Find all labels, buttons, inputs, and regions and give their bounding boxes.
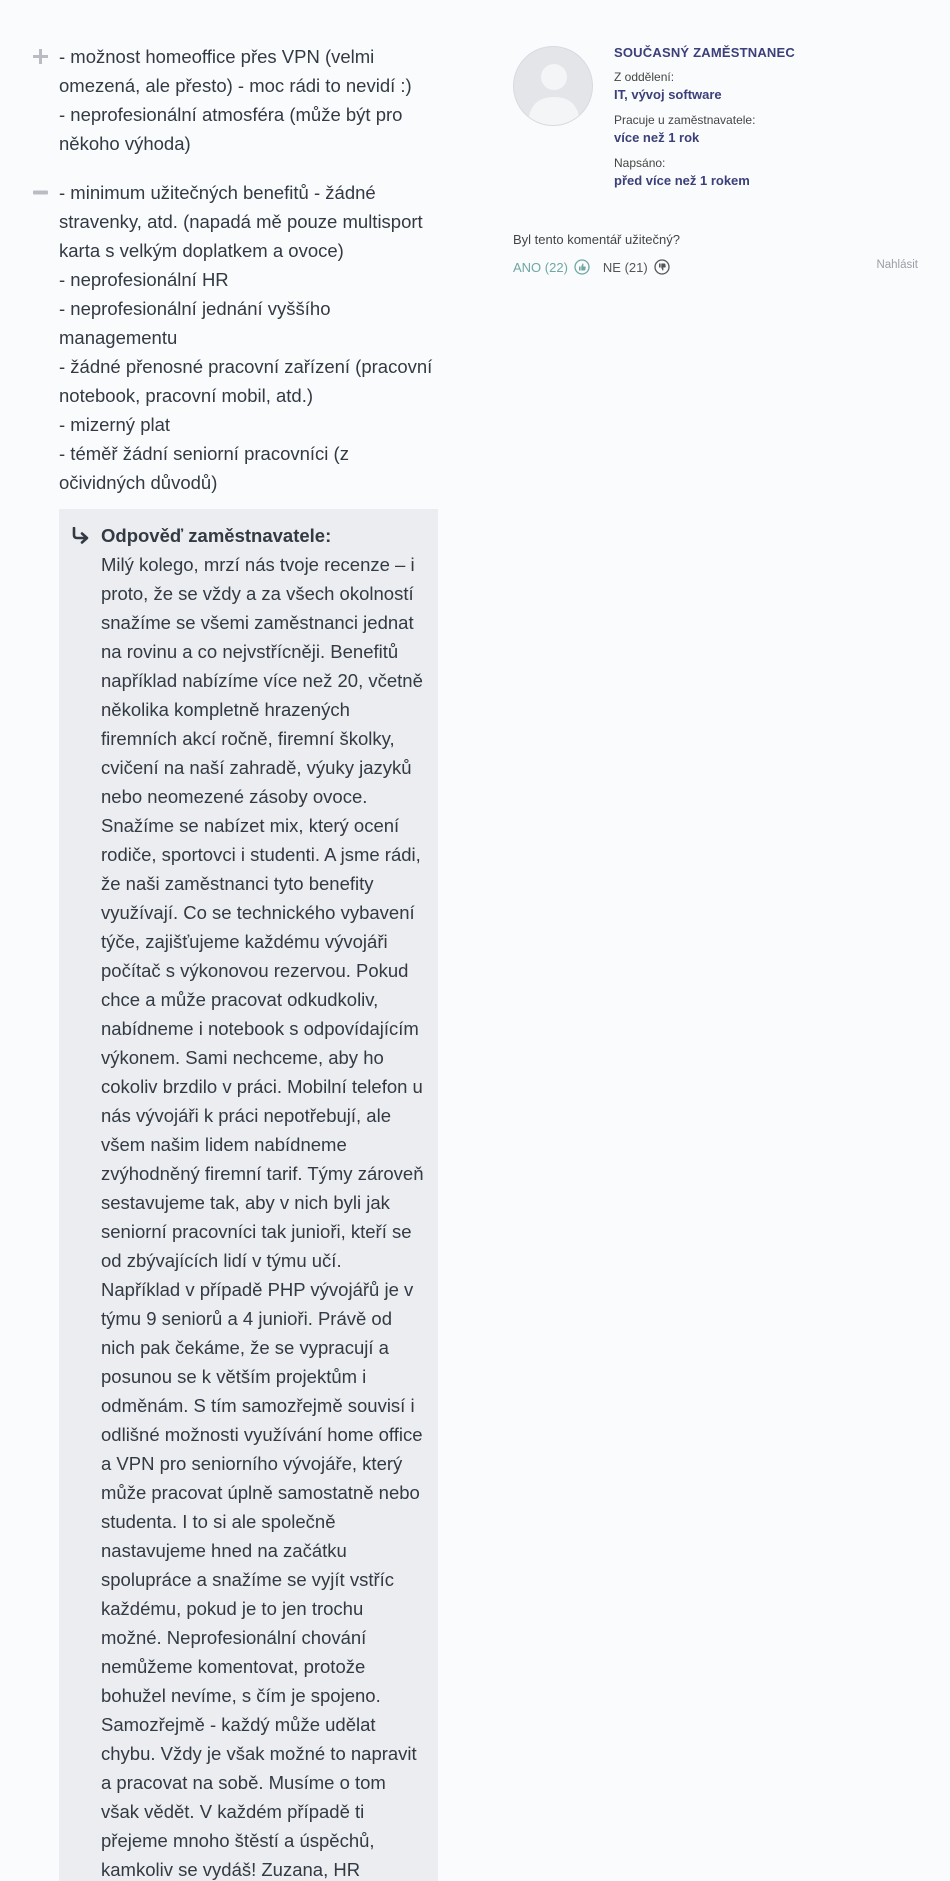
pros-section	[32, 42, 438, 158]
plus-icon	[32, 44, 49, 68]
pros-text: - možnost homeoffice přes VPN (velmi omezená, ale přesto) - moc rádi to nevidí :) - neprofesionální atmosféra (může být pro někoho výhoda)	[59, 46, 412, 154]
cons-section	[32, 178, 438, 497]
vote-no-button[interactable]	[603, 259, 670, 275]
vote-yes-button[interactable]	[513, 259, 590, 275]
written-label: Napsáno:	[614, 156, 666, 170]
author-status: SOUČASNÝ ZAMĚSTNANEC	[614, 45, 795, 60]
written-value: před více než 1 rokem	[614, 173, 750, 188]
user-silhouette-icon	[513, 46, 593, 126]
helpful-question: Byl tento komentář užitečný?	[513, 232, 680, 247]
minus-icon	[32, 180, 49, 204]
thumbs-down-icon	[654, 259, 670, 275]
vote-no-label: NE (21)	[602, 259, 648, 275]
reply-arrow-icon	[71, 527, 91, 545]
report-link[interactable]: Nahlásit	[876, 259, 918, 271]
thumbs-up-icon	[574, 259, 590, 275]
employer-reply	[59, 509, 438, 1881]
reply-text: Milý kolego, mrzí nás tvoje recenze – i proto, že se vždy a za všech okolností snažíme se všemi zaměstnanci jednat na rovinu a co nejvstřícněji. Benefitů například nabízíme více než 20, včetně několika kompletně hrazených firemních akcí ročně, firemní školky, cvičení na naší zahradě, výuky jazyků nebo neomezené zásoby ovoce. Snažíme se nabízet mix, který ocení rodiče, sportovci i studenti. A jsme rádi, že naši zaměstnanci tyto benefity využívají. Co se technického vybavení týče, zajišťujeme každému vývojáři počítač s výkonovou rezervou. Pokud chce a může pracovat odkudkoliv, nabídneme i notebook s odpovídajícím výkonem. Sami nechceme, aby ho cokoliv brzdilo v práci. Mobilní telefon u nás vývojáři k práci nepotřebují, ale všem našim lidem nabídneme zvýhodněný firemní tarif. Týmy zároveň sestavujeme tak, aby v nich byli jak seniorní pracovníci tak junioři, kteří se od zbývajících lidí v týmu učí. Například v případě PHP vývojářů je v týmu 9 seniorů a 4 junioři. Právě od nich pak čekáme, že se vypracují a posunou se k větším projektům i odměnám. S tím samozřejmě souvisí i odlišné možnosti využívání home office a VPN pro seniorního vývojáře, který může pracovat úplně samostatně nebo studenta. I to si ale společně nastavujeme hned na začátku spolupráce a snažíme se vyjít vstříc každému, pokud je to jen trochu možné. Neprofesionální chování nemůžeme komentovat, protože bohužel nevíme, s čím je spojeno. Samozřejmě - každý může udělat chybu. Vždy je však možné to napravit a pracovat na sobě. Musíme o tom však vědět. V každém případě ti přejeme mnoho štěstí a úspěchů, kamkoliv se vydáš! Zuzana, HR	[101, 554, 424, 1880]
tenure-label: Pracuje u zaměstnavatele:	[614, 113, 756, 127]
helpful-section	[513, 232, 918, 276]
reply-title: Odpověď zaměstnavatele:	[101, 525, 332, 546]
vote-row	[513, 258, 918, 276]
review-content	[32, 42, 438, 1881]
tenure-value: více než 1 rok	[614, 130, 700, 145]
department-value: IT, vývoj software	[614, 87, 722, 102]
author-meta	[614, 46, 914, 189]
vote-yes-label: ANO (22)	[513, 259, 568, 275]
cons-text: - minimum užitečných benefitů - žádné stravenky, atd. (napadá mě pouze multisport karta s velkým doplatkem a ovoce) - neprofesionální HR - neprofesionální jednání vyššího managementu - žádné přenosné pracovní zařízení (pracovní notebook, pracovní mobil, atd.) - mizerný plat - téměř žádní seniorní pracovníci (z očividných důvodů)	[59, 182, 433, 493]
department-label: Z oddělení:	[614, 70, 675, 84]
